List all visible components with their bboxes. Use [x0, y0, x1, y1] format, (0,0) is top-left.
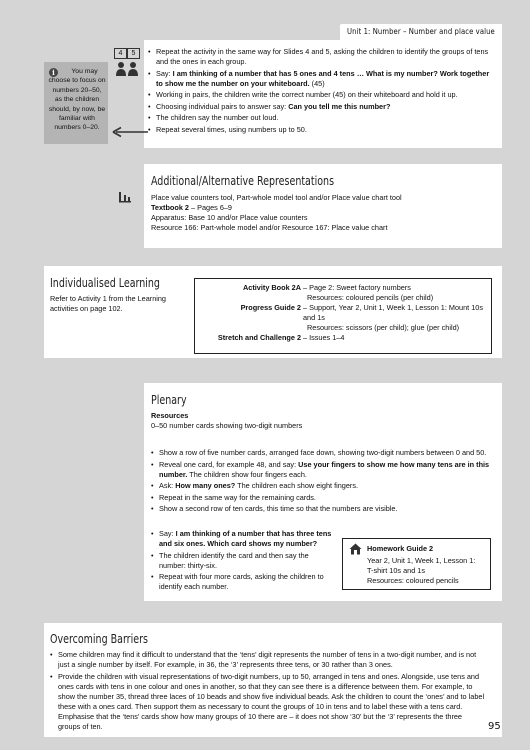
plenary-item: • Say: I am thinking of a number that has three tens and six ones. Which card shows my number?: [151, 529, 337, 549]
barriers-title: Overcoming Barriers: [50, 632, 148, 646]
resources-label: Resources: [151, 411, 189, 420]
plenary-resources: [151, 411, 496, 431]
resources-grid: [195, 283, 487, 343]
note-text: You may choose to focus on numbers 20–50, as the children should, by now, be familiar with numbers 0–20.: [48, 68, 106, 132]
resource-row: Activity Book 2A – Page 2: Sweet factory numbers: [243, 283, 411, 292]
plenary-item: • Ask: How many ones? The children each show eight fingers.: [151, 481, 496, 491]
plenary-item: • Repeat in the same way for the remaining cards.: [151, 493, 496, 503]
additional-body: [151, 193, 496, 233]
activity-list: [148, 47, 498, 137]
unit-header: [340, 24, 502, 40]
plenary-item: • Reveal one card, for example 48, and say: Use your fingers to show me how many tens are in this number. The children show four fingers each.: [151, 460, 496, 480]
resource-line: Resource 166: Part-whole model and/or Resource 167: Place value chart: [151, 223, 388, 233]
homework-line: T-shirt 10s and 1s: [367, 566, 425, 576]
pair-work-icon: [115, 61, 140, 77]
activity-item: • The children say the number out loud.: [148, 113, 498, 123]
slide-4-icon: 4: [114, 48, 127, 59]
barrier-item: • Provide the children with visual representations of two-digit numbers, up to 50, arranged in tens and ones. Alongside, use tens and ones cards with tens in one colour and ones in another, so that they can see there is a difference between them. For example, to show the number 35, thread three laces of 10 beads and show five individual beads. Ask the children to count the ‘ones’ and to label these with a ones card. Then support them as necessary to count the groups of 10 in tens and to label these with a tens card. Emphasise that the ‘tens’ cards show how many groups of 10 there are – it does not show ‘30’ but the ‘3’ represents the three groups of ten.: [50, 672, 486, 732]
homework-text: [367, 544, 487, 586]
chart-tool-icon: [118, 191, 132, 203]
individual-text: Refer to Activity 1 from the Learning activities on page 102.: [50, 294, 166, 314]
apparatus-line: Apparatus: Base 10 and/or Place value counters: [151, 213, 308, 223]
teacher-note: [44, 62, 108, 144]
plenary-list: [151, 448, 496, 516]
info-icon: i: [49, 68, 58, 77]
activity-item: • Choosing individual pairs to answer say: Can you tell me this number?: [148, 102, 498, 112]
barriers-list: [50, 650, 486, 734]
barrier-item: • Some children may find it difficult to understand that the ‘tens’ digit represents the number of tens in a two-digit number, and is not just a single number by itself. For example, in 36, the ‘3’ represents three tens, or 30 rather than 3 ones.: [50, 650, 486, 670]
activity-item: • Say: I am thinking of a number that has 5 ones and 4 tens … What is my number? Work together to show me the number on your whiteboard. (45): [148, 69, 498, 89]
plenary-item: • The children identify the card and then say the number: thirty-six.: [151, 551, 337, 571]
home-icon: [349, 543, 362, 555]
plenary-title: Plenary: [151, 393, 187, 407]
activity-item: • Repeat several times, using numbers up to 50.: [148, 125, 498, 135]
homework-title: Homework Guide 2: [367, 544, 434, 553]
plenary-list-narrow: [151, 529, 337, 594]
slide-icons: [114, 48, 142, 78]
resource-row: Stretch and Challenge 2 – Issues 1–4: [217, 333, 345, 343]
activity-item: • Repeat the activity in the same way for Slides 4 and 5, asking the children to identify the groups of tens and the ones in each group.: [148, 47, 498, 67]
slide-5-icon: 5: [127, 48, 140, 59]
plenary-item: • Repeat with four more cards, asking the children to identify each number.: [151, 572, 337, 592]
plenary-item: • Show a row of five number cards, arranged face down, showing two-digit numbers between 0 and 50.: [151, 448, 496, 458]
additional-line: Place value counters tool, Part-whole model tool and/or Place value chart tool: [151, 193, 402, 202]
resource-row: Resources: coloured pencils (per child): [307, 293, 434, 303]
resources-box: [194, 278, 492, 354]
unit-label: Unit 1: Number – Number and place value: [347, 27, 495, 36]
page-number: 95: [488, 721, 501, 732]
resource-row: Resources: scissors (per child); glue (per child): [307, 323, 460, 333]
arrow-left-icon: [112, 126, 148, 138]
activity-item: • Working in pairs, the children write the correct number (45) on their whiteboard and hold it up.: [148, 90, 498, 100]
homework-line: Resources: coloured pencils: [367, 576, 459, 586]
textbook-line: Textbook 2 – Pages 6–9: [151, 203, 232, 213]
resource-row: Progress Guide 2 – Support, Year 2, Unit 1, Week 1, Lesson 1: Mount 10s and 1s: [240, 303, 483, 323]
individual-title: Individualised Learning: [50, 276, 160, 290]
plenary-item: • Show a second row of ten cards, this time so that the numbers are visible.: [151, 504, 496, 514]
homework-line: Year 2, Unit 1, Week 1, Lesson 1:: [367, 556, 476, 566]
additional-title: Additional/Alternative Representations: [151, 174, 335, 188]
homework-box: [342, 538, 491, 590]
resources-text: 0–50 number cards showing two-digit numbers: [151, 421, 303, 431]
